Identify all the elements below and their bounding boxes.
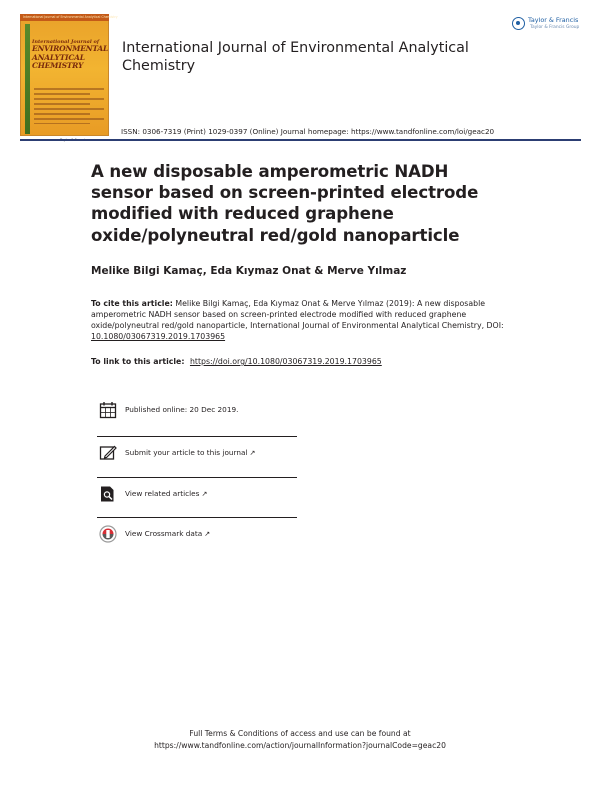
publisher-name: Taylor & Francis: [528, 16, 579, 24]
published-online-row: [99, 401, 299, 421]
cover-text-lines: [34, 88, 104, 128]
related-articles-label: View related articles: [125, 489, 200, 498]
journal-cover: [20, 14, 118, 136]
journal-homepage-link[interactable]: https://www.tandfonline.com/loi/geac20: [350, 127, 495, 136]
article-authors: Melike Bilgi Kamaç, Eda Kıymaz Onat & Merve Yılmaz: [91, 265, 407, 277]
publisher-sub: Taylor & Francis Group: [530, 25, 580, 30]
external-link-icon: ↗: [204, 530, 211, 538]
publisher-logo[interactable]: [512, 15, 582, 37]
crossmark-text[interactable]: [125, 529, 210, 538]
issn-text: ISSN: 0306-7319 (Print) 1029-0397 (Online) Journal homepage:: [121, 127, 349, 136]
cover-title-line3: ANALYTICAL: [32, 52, 85, 62]
citation-block: [91, 299, 511, 343]
cover-title: [32, 39, 109, 71]
divider: [97, 436, 297, 437]
header-rule: [20, 139, 581, 141]
footer-line1: Full Terms & Conditions of access and use can be found at: [189, 729, 411, 738]
external-link-icon: ↗: [249, 449, 256, 457]
crossmark-icon: [99, 525, 117, 543]
cover-title-line4: CHEMISTRY: [32, 61, 84, 70]
cover-title-line2: ENVIRONMENTAL: [32, 44, 109, 53]
article-title: A new disposable amperometric NADH sensor based on screen-printed electrode modified with reduced graphene oxide/polyneutral red/gold nanoparticle: [91, 162, 479, 245]
crossmark-row[interactable]: [99, 525, 299, 545]
footer-terms-link[interactable]: https://www.tandfonline.com/action/journalInformation?journalCode=geac20: [154, 740, 446, 750]
published-online-text: Published online: 20 Dec 2019.: [125, 405, 239, 414]
cover-title-line1: International Journal of: [32, 39, 100, 45]
publisher-logo-icon: [512, 17, 525, 30]
submit-article-row[interactable]: [99, 444, 299, 464]
related-articles-row[interactable]: [99, 485, 299, 505]
calendar-icon: [99, 401, 117, 419]
related-articles-text[interactable]: [125, 489, 207, 498]
crossmark-label: View Crossmark data: [125, 529, 203, 538]
divider: [97, 517, 297, 518]
edit-icon: [99, 444, 117, 462]
journal-name: International Journal of Environmental Analytical Chemistry: [122, 40, 469, 74]
cover-strip: [25, 24, 30, 134]
link-line: [91, 357, 382, 366]
link-label: To link to this article:: [91, 357, 185, 366]
external-link-icon: ↗: [201, 490, 208, 498]
article-link[interactable]: https://doi.org/10.1080/03067319.2019.1703965: [189, 357, 382, 366]
footer: [0, 728, 600, 751]
cite-text: Melike Bilgi Kamaç, Eda Kıymaz Onat & Merve Yılmaz (2019): A new disposable amperometric NADH sensor based on screen-printed electrode modified with reduced graphene oxide/polyneutral red/gold nanoparticle, International Journal of Environmental Analytical Chemistry, DOI:: [91, 299, 504, 330]
search-document-icon: [99, 485, 117, 503]
submit-article-label: Submit your article to this journal: [125, 448, 248, 457]
issn-line: [121, 127, 494, 136]
submit-article-text[interactable]: [125, 448, 255, 457]
cover-band-text: International Journal of Environmental Analytical Chemistry: [23, 15, 118, 19]
cite-label: To cite this article:: [91, 299, 173, 308]
doi-link[interactable]: 10.1080/03067319.2019.1703965: [91, 331, 226, 341]
divider: [97, 477, 297, 478]
